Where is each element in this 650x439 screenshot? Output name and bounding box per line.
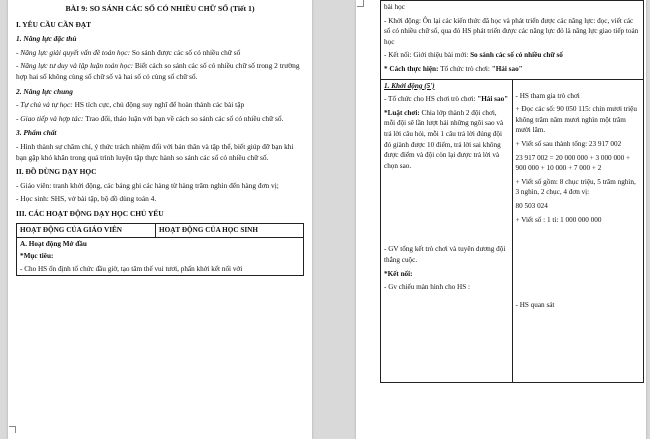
student-activity-cell	[512, 79, 644, 382]
lesson-title: BÀI 9: SO SÁNH CÁC SỐ CÓ NHIỀU CHỮ SỐ (Tiết 1)	[65, 4, 255, 13]
paragraph: - Học sinh: SHS, vở bài tập, bộ đồ dùng toán 4.	[16, 194, 157, 204]
table-row-heading: A. Hoạt động Mở đầu	[20, 239, 87, 248]
paragraph: - Hình thành sự chăm chỉ, ý thức trách nhiệm đối với bản thân và tập thể, biết giúp đỡ bạn khi bạn gặp khó khăn trong quá trình luyện tập thực hành so sánh các số có nhiều chữ số.	[16, 141, 294, 162]
paragraph	[16, 48, 304, 59]
table-row-goal: *Mục tiêu:	[20, 252, 54, 260]
paragraph: bài học	[384, 3, 405, 11]
paragraph: - Tổ chức cho HS chơi trò chơi: "Hái sao"	[384, 95, 509, 104]
subsection-heading: 1. Năng lực đặc thù	[16, 34, 77, 44]
section-heading: III. CÁC HOẠT ĐỘNG DẠY HỌC CHỦ YẾU	[16, 208, 164, 218]
activities-table	[16, 223, 304, 277]
paragraph-label: - Năng lực giải quyết vấn đề toán học:	[16, 47, 131, 57]
paragraph: - Khởi động: Ôn lại các kiến thức đã học và phát triển được các năng lực: đọc, viết các số có nhiều chữ số, qua đó HS phát triển được các năng lực đó là năng lực giao tiếp toán học	[384, 16, 639, 46]
table-cell	[381, 1, 644, 80]
paragraph: 80 503 024	[515, 201, 548, 210]
paragraph	[16, 114, 304, 125]
paragraph: - Kết nối: Giới thiệu bài mới: So sánh các số có nhiều chữ số	[384, 51, 563, 60]
paragraph: + Viết số sau thành tổng: 23 917 002	[515, 139, 622, 148]
paragraph: + Viết số : 1 tỉ: 1 000 000 000	[515, 215, 602, 224]
paragraph	[16, 61, 304, 82]
activity-heading: 1. Khởi động (5')	[384, 81, 435, 90]
section-heading: I. YÊU CẦU CẦN ĐẠT	[16, 19, 92, 29]
page-corner-mark	[357, 0, 364, 7]
paragraph: + Đọc các số: 90 050 115: chín mươi triệu không trăm năm mươi nghìn một trăm mười lăm.	[515, 105, 637, 135]
paragraph: - HS quan sát	[515, 301, 555, 310]
document-page-right	[356, 0, 646, 439]
paragraph: * Cách thực hiện: Tổ chức trò chơi: "Hái sao"	[384, 64, 523, 73]
paragraph-text: Trao đổi, thảo luận với bạn về cách so sánh các số có nhiều chữ số.	[83, 113, 284, 123]
paragraph: - HS tham gia trò chơi	[515, 91, 580, 100]
paragraph-label: - Năng lực tư duy và lập luận toán học:	[16, 61, 134, 71]
subsection-heading: 3. Phẩm chất	[16, 128, 57, 138]
paragraph-label: - Giao tiếp và hợp tác:	[16, 113, 84, 123]
paragraph: + Viết số gồm: 8 chục triệu, 5 trăm nghìn, 3 nghìn, 2 chục, 4 đơn vị:	[515, 177, 636, 197]
table-cell	[17, 237, 304, 276]
paragraph: *Kết nối:	[384, 269, 413, 278]
paragraph: *Luật chơi: Chia lớp thành 2 đội chơi, mỗi đội sẽ lần lượt hái những ngôi sao và trả lời câu hỏi, mỗi 1 câu trả lời đúng đội đó giành được 10 điểm, trả lời sai không được điểm và đội còn lại được trả lời và chọn sao.	[384, 108, 504, 170]
page-corner-mark	[9, 426, 16, 433]
paragraph: - Gv chiếu màn hình cho HS :	[384, 283, 471, 292]
paragraph-text: Biết cách so sánh các số có nhiều chữ số trong 2 trường hợp hai số không cùng số chữ số và hai số có cùng số chữ số.	[16, 61, 300, 81]
teacher-activity-cell	[381, 79, 513, 382]
document-page-left	[8, 0, 312, 439]
paragraph-text: So sánh được các số có nhiều chữ số	[130, 47, 241, 57]
paragraph-label: - Tự chủ và tự học:	[16, 100, 73, 110]
activities-table-continued	[380, 0, 644, 383]
paragraph: 23 917 002 = 20 000 000 + 3 000 000 + 900 000 + 10 000 + 7 000 + 2	[515, 153, 631, 173]
section-heading: II. ĐỒ DÙNG DẠY HỌC	[16, 167, 97, 177]
paragraph-text: HS tích cực, chủ động suy nghĩ để hoàn thành các bài tập	[72, 100, 245, 110]
table-header-cell: HOẠT ĐỘNG CỦA GIÁO VIÊN	[17, 223, 156, 237]
table-row-text: - Cho HS ổn định tổ chức đầu giờ, tạo tâm thế vui tươi, phấn khởi kết nối với	[20, 264, 243, 273]
paragraph: - Giáo viên: tranh khởi động, các bảng ghi các hàng từ hàng trăm nghìn đến hàng đơn vị;	[16, 180, 279, 190]
table-header-cell: HOẠT ĐỘNG CỦA HỌC SINH	[156, 223, 304, 237]
paragraph: - GV tổng kết trò chơi và tuyên dương đội thắng cuộc.	[384, 245, 506, 264]
subsection-heading: 2. Năng lực chung	[16, 86, 73, 96]
paragraph	[16, 100, 304, 111]
